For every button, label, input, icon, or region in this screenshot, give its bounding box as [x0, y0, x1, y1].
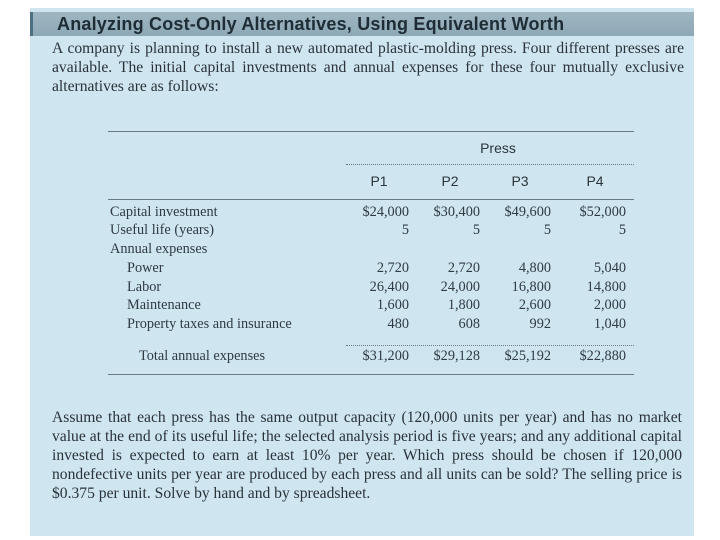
table-cell: 2,600 [518, 297, 551, 313]
row-label: Annual expenses [110, 241, 208, 257]
table-cell: 4,800 [518, 260, 551, 276]
table-cell: 1,800 [447, 297, 480, 313]
table-cell: 2,720 [447, 260, 480, 276]
table-top-rule [108, 131, 634, 132]
column-header-p4: P4 [586, 173, 604, 189]
problem-intro-paragraph: A company is planning to install a new automated plastic-molding press. Four different presses are available. The initial capital investments and annual expenses for these four mutually exclusive alternatives are as follows: [52, 40, 684, 95]
table-cell: $49,600 [504, 204, 551, 220]
table-cell: $52,000 [579, 204, 626, 220]
table-cell: 608 [458, 316, 480, 332]
table-cell: $29,128 [433, 348, 480, 364]
table-cell: 480 [387, 316, 409, 332]
row-label: Useful life (years) [110, 222, 215, 238]
table-cell: 5,040 [593, 260, 626, 276]
table-cell: $31,200 [362, 348, 409, 364]
table-cell: $24,000 [362, 204, 409, 220]
table-cell: 5 [401, 222, 409, 238]
row-label: Maintenance [127, 297, 201, 313]
column-header-p2: P2 [441, 173, 459, 189]
table-cell: $30,400 [433, 204, 480, 220]
row-label: Power [127, 260, 164, 276]
table-cell: 2,000 [593, 297, 626, 313]
section-title: Analyzing Cost-Only Alternatives, Using Equivalent Worth [57, 14, 565, 34]
table-cell: 5 [472, 222, 480, 238]
header-bottom-rule [108, 199, 634, 200]
problem-question-paragraph: Assume that each press has the same output capacity (120,000 units per year) and has no market value at the end of its useful life; the selected analysis period is five years; and any additional capital invested is expected to earn at least 10% per year. Which press should be chosen if 120,000 nondefective units per year are produced by each press and all units can be sold? The selling price is $0.375 per unit. Solve by hand and by spreadsheet. [52, 409, 682, 502]
row-label: Property taxes and insurance [127, 316, 292, 332]
table-cell: 26,400 [369, 279, 409, 295]
row-label: Total annual expenses [139, 348, 266, 364]
total-top-rule [346, 345, 634, 346]
table-cell: $25,192 [504, 348, 551, 364]
table-bottom-rule [108, 374, 634, 375]
table-cell: 5 [543, 222, 551, 238]
press-underline [346, 164, 634, 165]
table-cell: 992 [529, 316, 551, 332]
section-header-bar [30, 12, 694, 36]
table-cell: 1,040 [593, 316, 626, 332]
table-cell: 1,600 [376, 297, 409, 313]
row-label: Capital investment [110, 204, 218, 220]
table-cell: 24,000 [440, 279, 480, 295]
table-cell: 14,800 [586, 279, 626, 295]
table-cell: 5 [618, 222, 626, 238]
column-header-p3: P3 [511, 173, 529, 189]
table-cell: 2,720 [376, 260, 409, 276]
column-header-p1: P1 [370, 173, 388, 189]
textbook-page [30, 8, 694, 536]
row-label: Labor [127, 279, 162, 295]
table-cell: 16,800 [511, 279, 551, 295]
press-group-header: Press [480, 140, 516, 156]
table-cell: $22,880 [579, 348, 626, 364]
